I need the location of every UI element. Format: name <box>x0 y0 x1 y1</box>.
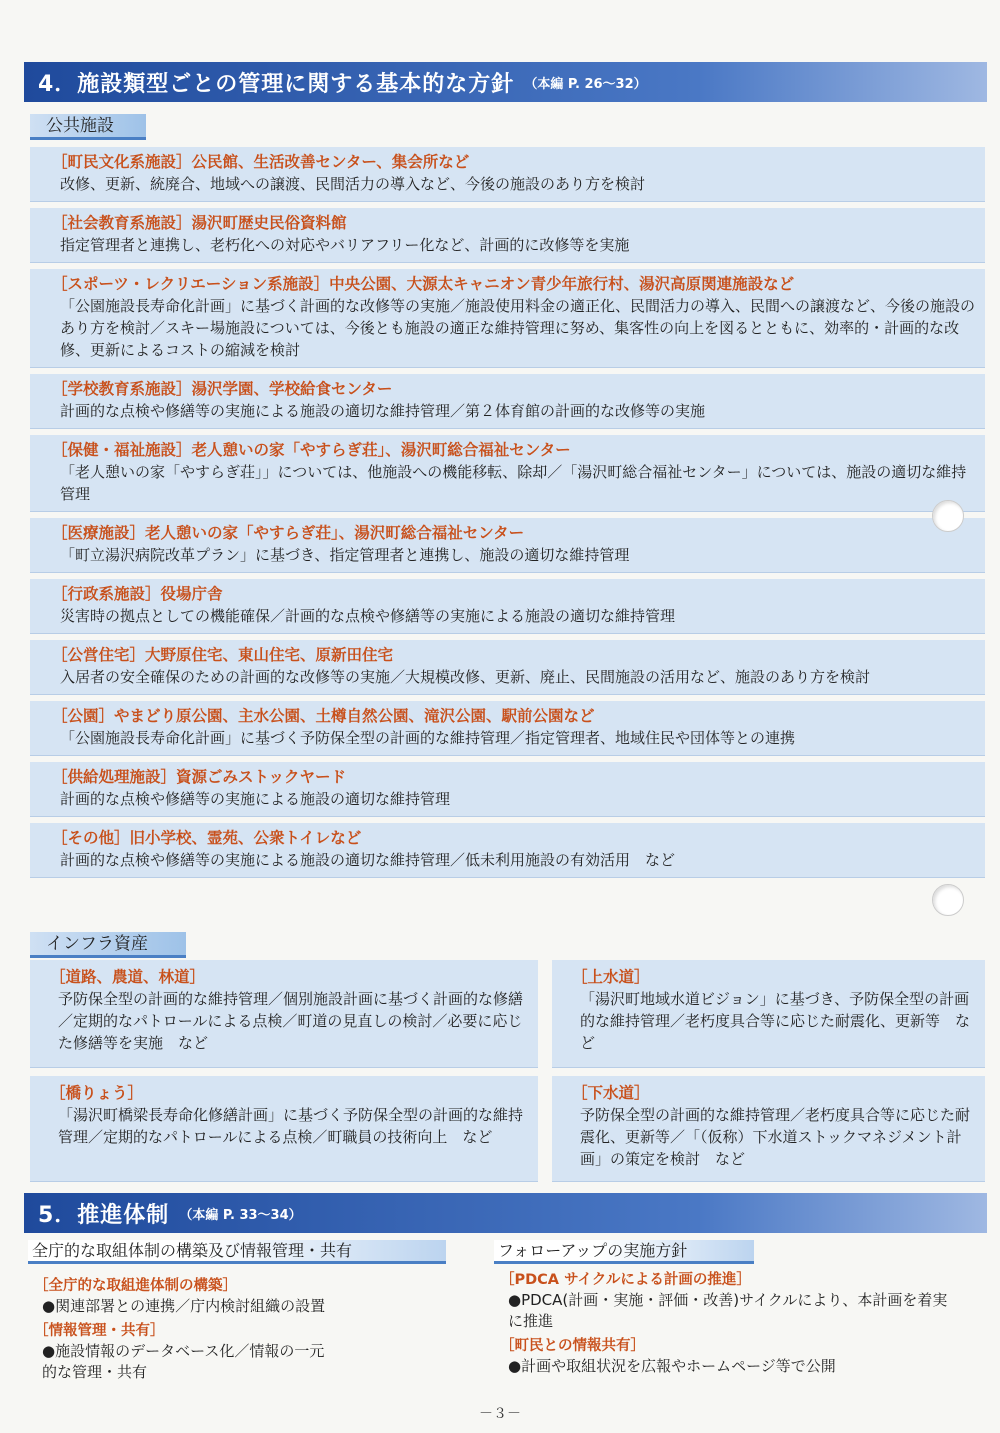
page-number: －３－ <box>479 1406 521 1422</box>
facility-category: ［供給処理施設］ <box>52 768 177 786</box>
infra-box-sewer <box>552 1076 985 1182</box>
promo-item-title: ［全庁的な取組進体制の構築］ <box>34 1278 237 1294</box>
facility-examples: 中央公園、大源太キャニオン青少年旅行村、湯沢高原関連施設など <box>329 275 795 293</box>
promo-item-text: ●PDCA(計画・実施・評価・改善)サイクルにより、本計画を着実に推進 <box>508 1291 948 1330</box>
section-5-header <box>24 1193 987 1233</box>
facility-item <box>30 823 985 878</box>
public-facilities-label: 公共施設 <box>30 114 146 140</box>
facility-desc: 計画的な点検や修繕等の実施による施設の適切な維持管理／低未利用施設の有効活用 など <box>60 851 676 869</box>
promo-item-text: ●関連部署との連携／庁内検討組織の設置 <box>42 1297 326 1315</box>
facility-examples: やまどり原公園、主水公園、土樽自然公園、滝沢公園、駅前公園など <box>114 707 595 725</box>
facility-list <box>30 147 985 884</box>
facility-item <box>30 435 985 512</box>
facility-desc: 計画的な点検や修繕等の実施による施設の適切な維持管理 <box>60 790 451 808</box>
facility-examples: 湯沢町歴史民俗資料館 <box>191 214 347 232</box>
facility-desc: 改修、更新、統廃合、地域への譲渡、民間活力の導入など、今後の施設のあり方を検討 <box>60 175 646 193</box>
infrastructure-grid <box>30 960 985 1182</box>
facility-desc: 入居者の安全確保のための計画的な改修等の実施／大規模改修、更新、廃止、民間施設の活用など、施設のあり方を検討 <box>60 668 871 686</box>
facility-category: ［保健・福祉施設］ <box>52 441 192 459</box>
facility-item <box>30 147 985 202</box>
facility-item <box>30 701 985 756</box>
promo-left-content <box>34 1276 454 1383</box>
facility-item <box>30 374 985 429</box>
facility-category: ［行政系施設］ <box>52 585 161 603</box>
section-4-ref: （本編 P. 26～32） <box>524 76 647 92</box>
facility-examples: 大野原住宅、東山住宅、原新田住宅 <box>145 646 394 664</box>
facility-category: ［公園］ <box>52 707 115 725</box>
promo-left-heading: 全庁的な取組体制の構築及び情報管理・共有 <box>28 1240 446 1264</box>
facility-examples: 旧小学校、霊苑、公衆トイレなど <box>129 829 362 847</box>
section-4-title: 4．施設類型ごとの管理に関する基本的な方針 <box>38 71 515 97</box>
facility-examples: 老人憩いの家「やすらぎ荘」、湯沢町総合福祉センター <box>191 441 571 459</box>
infra-box-road <box>30 960 538 1068</box>
facility-item <box>30 269 985 368</box>
infra-title: ［上水道］ <box>572 968 650 986</box>
facility-item <box>30 762 985 817</box>
facility-category: ［学校教育系施設］ <box>52 380 192 398</box>
facility-desc: 指定管理者と連携し、老朽化への対応やバリアフリー化など、計画的に改修等を実施 <box>60 236 630 254</box>
binder-hole-decoration <box>932 500 964 532</box>
section-5-ref: （本編 P. 33～34） <box>179 1207 302 1223</box>
section-4-header <box>24 62 987 102</box>
infra-title: ［橋りょう］ <box>50 1084 144 1102</box>
facility-examples: 老人憩いの家「やすらぎ荘」、湯沢町総合福祉センター <box>145 524 525 542</box>
facility-desc: 「町立湯沢病院改革プラン」に基づき、指定管理者と連携し、施設の適切な維持管理 <box>60 546 630 564</box>
facility-examples: 公民館、生活改善センター、集会所など <box>191 153 470 171</box>
promo-right-heading: フォローアップの実施方針 <box>494 1240 754 1264</box>
binder-hole-decoration <box>932 884 964 916</box>
promo-item-title: ［情報管理・共有］ <box>34 1323 165 1339</box>
promo-right-content <box>500 1270 970 1377</box>
facility-desc: 「老人憩いの家「やすらぎ荘」」については、他施設への機能移転、除却／「湯沢町総合福祉センター」については、施設の適切な維持管理 <box>60 463 967 503</box>
facility-category: ［スポーツ・レクリエーション系施設］ <box>52 275 330 293</box>
facility-category: ［町民文化系施設］ <box>52 153 192 171</box>
promo-item-title: ［町民との情報共有］ <box>500 1338 645 1354</box>
promo-item-text: ●施設情報のデータベース化／情報の一元的な管理・共有 <box>42 1342 325 1381</box>
facility-examples: 役場庁舎 <box>160 585 223 603</box>
facility-item <box>30 518 985 573</box>
facility-desc: 「公園施設長寿命化計画」に基づく計画的な改修等の実施／施設使用料金の適正化、民間活力の導入、民間への譲渡など、今後の施設のあり方を検討／スキー場施設については、今後とも施設の適正な維持管理に努め、集客性の向上を図るとともに、効率的・計画的な改修、更新によるコストの縮減を検討 <box>60 297 976 359</box>
infra-desc: 予防保全型の計画的な維持管理／個別施設計画に基づく計画的な修繕／定期的なパトロールによる点検／町道の見直しの検討／必要に応じた修繕等を実施 など <box>58 990 524 1052</box>
facility-item <box>30 208 985 263</box>
promo-item-title: ［PDCA サイクルによる計画の推進］ <box>500 1272 751 1288</box>
section-5-title: 5．推進体制 <box>38 1202 170 1228</box>
infrastructure-label: インフラ資産 <box>30 932 186 958</box>
infra-desc: 予防保全型の計画的な維持管理／老朽度具合等に応じた耐震化、更新等／「（仮称）下水道ストックマネジメント計画」の策定を検討 など <box>580 1106 971 1168</box>
infra-box-bridge <box>30 1076 538 1182</box>
facility-category: ［社会教育系施設］ <box>52 214 192 232</box>
promo-item-text: ●計画や取組状況を広報やホームページ等で公開 <box>508 1357 836 1375</box>
facility-category: ［その他］ <box>52 829 130 847</box>
infra-desc: 「湯沢町橋梁長寿命化修繕計画」に基づく予防保全型の計画的な維持管理／定期的なパトロールによる点検／町職員の技術向上 など <box>58 1106 524 1146</box>
infra-title: ［道路、農道、林道］ <box>50 968 206 986</box>
facility-item <box>30 579 985 634</box>
facility-item <box>30 640 985 695</box>
facility-desc: 災害時の拠点としての機能確保／計画的な点検や修繕等の実施による施設の適切な維持管理 <box>60 607 676 625</box>
infra-desc: 「湯沢町地域水道ビジョン」に基づき、予防保全型の計画的な維持管理／老朽度具合等に応じた耐震化、更新等 など <box>580 990 971 1052</box>
facility-desc: 「公園施設長寿命化計画」に基づく予防保全型の計画的な維持管理／指定管理者、地域住民や団体等との連携 <box>60 729 796 747</box>
facility-examples: 資源ごみストックヤード <box>176 768 347 786</box>
facility-category: ［医療施設］ <box>52 524 146 542</box>
facility-desc: 計画的な点検や修繕等の実施による施設の適切な維持管理／第２体育館の計画的な改修等の実施 <box>60 402 706 420</box>
facility-category: ［公営住宅］ <box>52 646 146 664</box>
infra-box-water <box>552 960 985 1068</box>
facility-examples: 湯沢学園、学校給食センター <box>191 380 393 398</box>
infra-title: ［下水道］ <box>572 1084 650 1102</box>
